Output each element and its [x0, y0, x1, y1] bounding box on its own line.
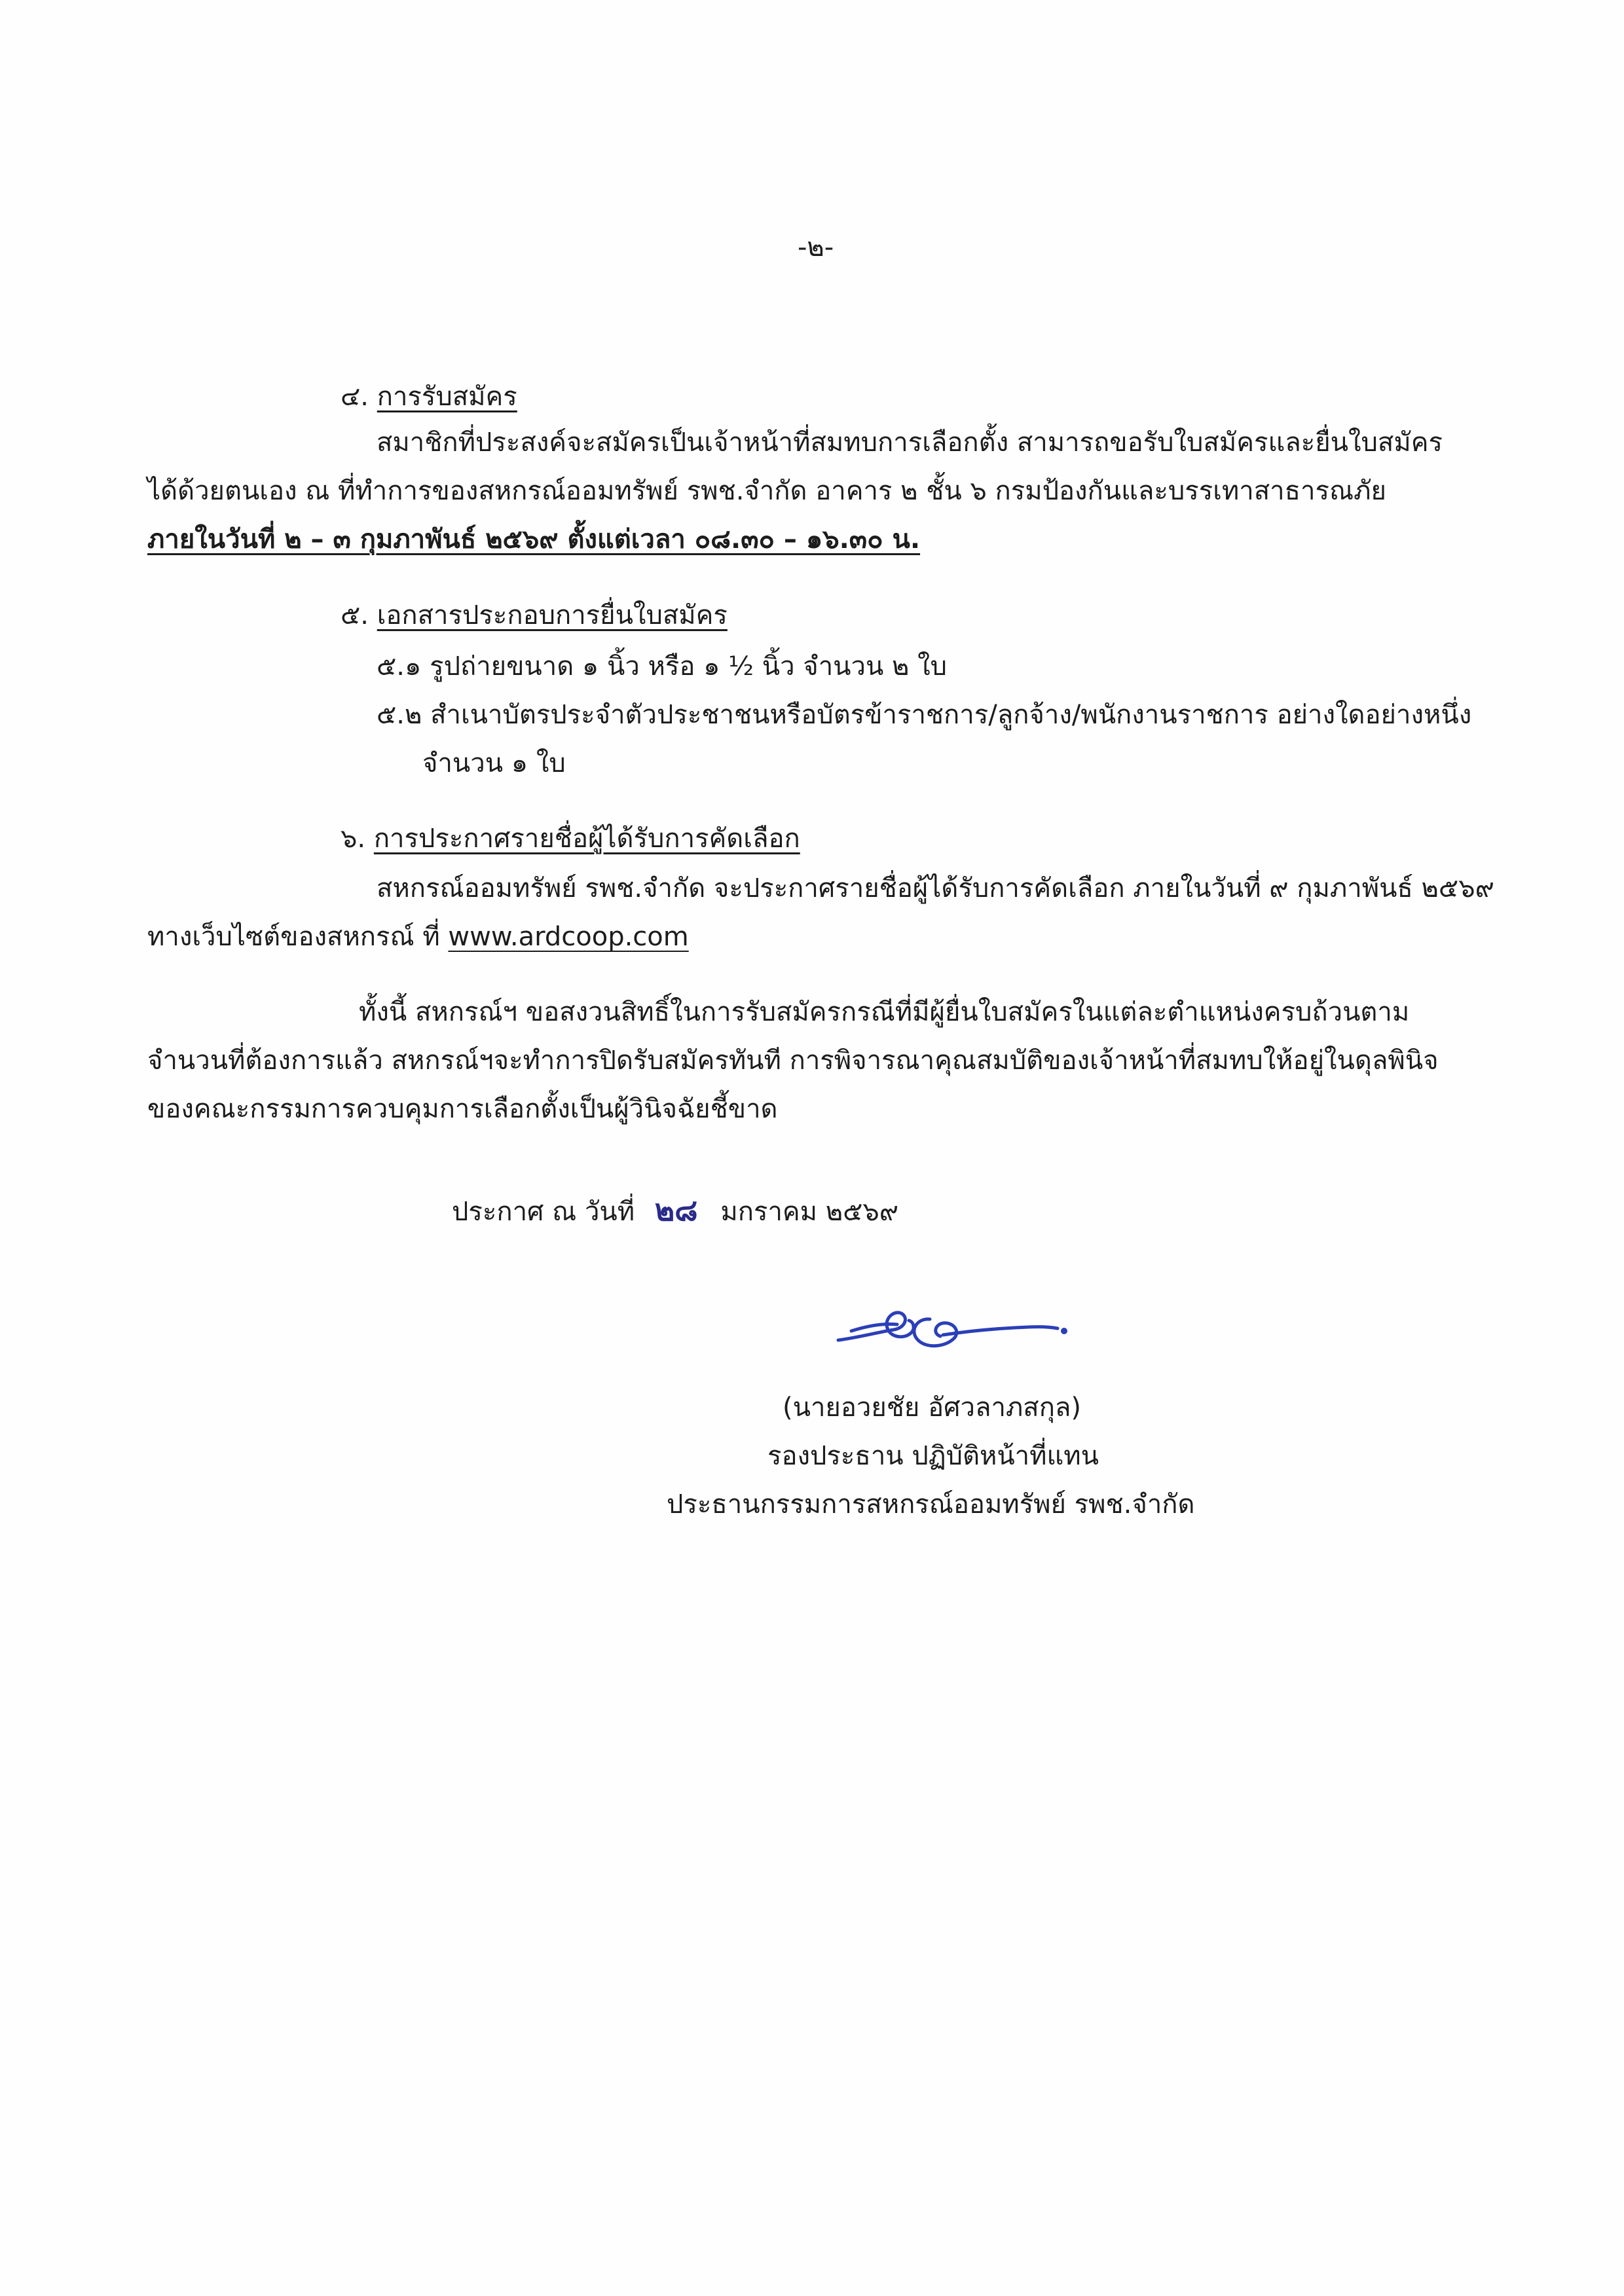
closing-line2: จำนวนที่ต้องการแล้ว สหกรณ์ฯจะทำการปิดรับสมัครทันที การพิจารณาคุณสมบัติของเจ้าหน้าที่สมทบให้อยู่ในดุลพินิจ	[147, 1046, 1439, 1076]
section4-line1: สมาชิกที่ประสงค์จะสมัครเป็นเจ้าหน้าที่สมทบการเลือกตั้ง สามารถขอรับใบสมัครและยื่นใบสมัคร	[377, 428, 1443, 458]
section4-heading	[341, 378, 517, 415]
section4-title: การรับสมัคร	[377, 382, 517, 412]
section5-item1: ๕.๑ รูปถ่ายขนาด ๑ นิ้ว หรือ ๑ ½ นิ้ว จำนวน ๒ ใบ	[377, 651, 948, 682]
handwritten-signature	[832, 1300, 1067, 1365]
closing-line3: ของคณะกรรมการควบคุมการเลือกตั้งเป็นผู้วินิจฉัยชี้ขาด	[147, 1094, 778, 1124]
section5-number: ๕.	[341, 600, 369, 630]
announcement-prefix: ประกาศ ณ วันที่	[452, 1197, 635, 1227]
section6-line2-prefix: ทางเว็บไซต์ของสหกรณ์ ที่	[147, 922, 449, 952]
closing-line1: ทั้งนี้ สหกรณ์ฯ ขอสงวนสิทธิ์ในการรับสมัครกรณีที่มีผู้ยื่นใบสมัครในแต่ละตำแหน่งครบถ้วนตาม	[359, 997, 1410, 1027]
section4-line2: ได้ด้วยตนเอง ณ ที่ทำการของสหกรณ์ออมทรัพย์ รพช.จำกัด อาคาร ๒ ชั้น ๖ กรมป้องกันและบรรเทาสาธารณภัย	[147, 476, 1386, 506]
section5-item2-continued: จำนวน ๑ ใบ	[422, 748, 566, 778]
section6-line1: สหกรณ์ออมทรัพย์ รพช.จำกัด จะประกาศรายชื่อผู้ได้รับการคัดเลือก ภายในวันที่ ๙ กุมภาพันธ์ ๒๕๖๙	[377, 873, 1494, 903]
section6-heading	[341, 820, 800, 857]
section6-title: การประกาศรายชื่อผู้ได้รับการคัดเลือก	[373, 824, 800, 854]
section5-heading	[341, 597, 728, 634]
signatory-position-2: ประธานกรรมการสหกรณ์ออมทรัพย์ รพช.จำกัด	[667, 1489, 1195, 1520]
announcement-month-year: มกราคม ๒๕๖๙	[720, 1197, 899, 1227]
section6-number: ๖.	[341, 824, 366, 854]
section5-title: เอกสารประกอบการยื่นใบสมัคร	[377, 600, 728, 630]
section5-item2: ๕.๒ สำเนาบัตรประจำตัวประชาชนหรือบัตรข้าราชการ/ลูกจ้าง/พนักงานราชการ อย่างใดอย่างหนึ่ง	[377, 700, 1472, 730]
announcement-line	[452, 1192, 898, 1230]
page-number: -๒-	[798, 232, 834, 263]
section6-line2	[147, 919, 689, 955]
signatory-name: (นายอวยชัย อัศวลาภสกุล)	[783, 1393, 1082, 1423]
section4-number: ๔.	[341, 382, 369, 412]
section4-line3: ภายในวันที่ ๒ – ๓ กุมภาพันธ์ ๒๕๖๙ ตั้งแต่เวลา ๐๘.๓๐ – ๑๖.๓๐ น.	[147, 524, 921, 555]
announcement-day: ๒๘	[654, 1192, 698, 1228]
website-link[interactable]: www.ardcoop.com	[448, 922, 689, 952]
signatory-position-1: รองประธาน ปฏิบัติหน้าที่แทน	[767, 1441, 1099, 1471]
